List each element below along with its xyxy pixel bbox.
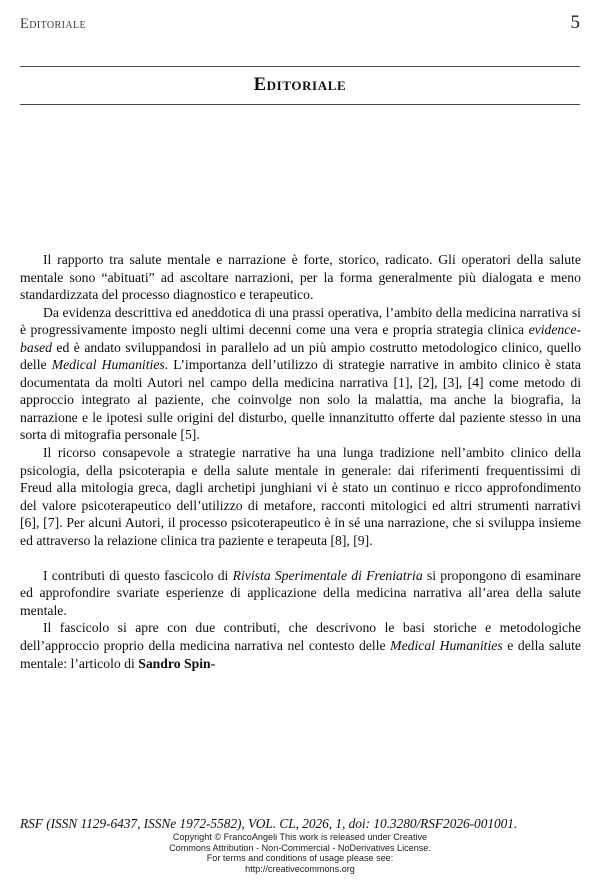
license-url[interactable]: http://creativecommons.org <box>245 863 355 874</box>
paragraph-4-text-b: si propongono di esaminare ed approfondire svariate esperienze di applicazione della medicina narrativa all’area della salute mentale. <box>20 567 581 618</box>
license-line-2: Commons Attribution - Non-Commercial - NoDerivatives License. <box>169 842 431 853</box>
term-evidence-based: evidence-based <box>20 322 581 355</box>
term-medical-humanities-2: Medical Humanities <box>390 638 503 654</box>
body-text-column <box>20 251 581 672</box>
paragraph-2 <box>20 304 581 444</box>
paragraph-2-text-b: ed è andato sviluppandosi in parallelo ad un più ampio costrutto metodologico clinico, quello delle <box>20 339 581 373</box>
footer-citation: RSF (ISSN 1129-6437, ISSNe 1972-5582), VOL. CL, 2026, 1, doi: 10.3280/RSF2026-001001. <box>20 816 518 831</box>
page-number: 5 <box>570 12 580 33</box>
paragraph-5-text-b: e della salute mentale: l’articolo di <box>20 638 581 671</box>
paragraph-3-text: Il ricorso consapevole a strategie narrative ha una lunga tradizione nell’ambito clinico della psicologia, della psicoterapia e della salute mentale in generale: dai riferimenti frequentissimi di Freud alla mitologia greca, dagli archetipi junghiani vi è stato un continuo e ricco approfondimento del valore psicoterapeutico dell’utilizzo di metafore, racconti mitologici ed altri strumenti narrativi [6], [7]. Per alcuni Autori, il processo psicoterapeutico è in sé una narrazione, che si sviluppa insieme ed attraverso la relazione clinica tra paziente e terapeuta [8], [9]. <box>20 445 581 548</box>
paragraph-1 <box>20 251 581 304</box>
paragraph-2-text-a: Da evidenza descrittiva ed aneddotica di una prassi operativa, l’ambito della medicina narrativa si è progressivamente imposto negli ultimi decenni come una vera e propria strategia clinica <box>20 304 581 338</box>
page-title: Editoriale <box>253 75 347 95</box>
paragraph-3 <box>20 444 581 549</box>
footer-license-block <box>0 832 600 874</box>
paragraph-2-text-c: . L’importanza dell’utilizzo di strategie narrative in ambito clinico è stata documentata da molti Autori nel campo della medicina narrativa [1], [2], [3], [4] come metodo di approccio integrato al paziente, che coinvolge non solo la malattia, ma anche la biografia, la narrazione e le ipotesi sulle origini del disturbo, quelle innanzitutto offerte dal paziente stesso in una sorta di mitografia personale [5]. <box>20 357 581 443</box>
running-head <box>20 12 580 36</box>
paragraph-1-text: Il rapporto tra salute mentale e narrazione è forte, storico, radicato. Gli operatori della salute mentale sono “abituati” ad ascoltare narrazioni, per la forma generalmente più dialogata e meno standardizzata del processo diagnostico e terapeutico. <box>20 252 581 303</box>
paragraph-4-text-a: I contributi di questo fascicolo di <box>43 567 233 583</box>
paragraph-5 <box>20 619 581 672</box>
rule-below-title <box>20 104 580 105</box>
license-line-1: Copyright © FrancoAngeli This work is released under Creative <box>172 832 428 842</box>
paragraph-4 <box>20 567 581 620</box>
author-name-sandro-spinelli: Sandro Spin- <box>138 655 216 671</box>
license-line-3: For terms and conditions of usage please see: <box>206 853 394 864</box>
term-medical-humanities-1: Medical Humanities <box>51 357 165 373</box>
paragraph-5-text-a: Il fascicolo si apre con due contributi, che descrivono le basi storiche e metodologiche dell’approccio proprio della medicina narrativa nel contesto delle <box>20 620 581 654</box>
running-head-title: Editoriale <box>20 16 86 32</box>
term-journal-name: Rivista Sperimentale di Freniatria <box>232 567 423 583</box>
rule-above-title <box>20 66 580 67</box>
